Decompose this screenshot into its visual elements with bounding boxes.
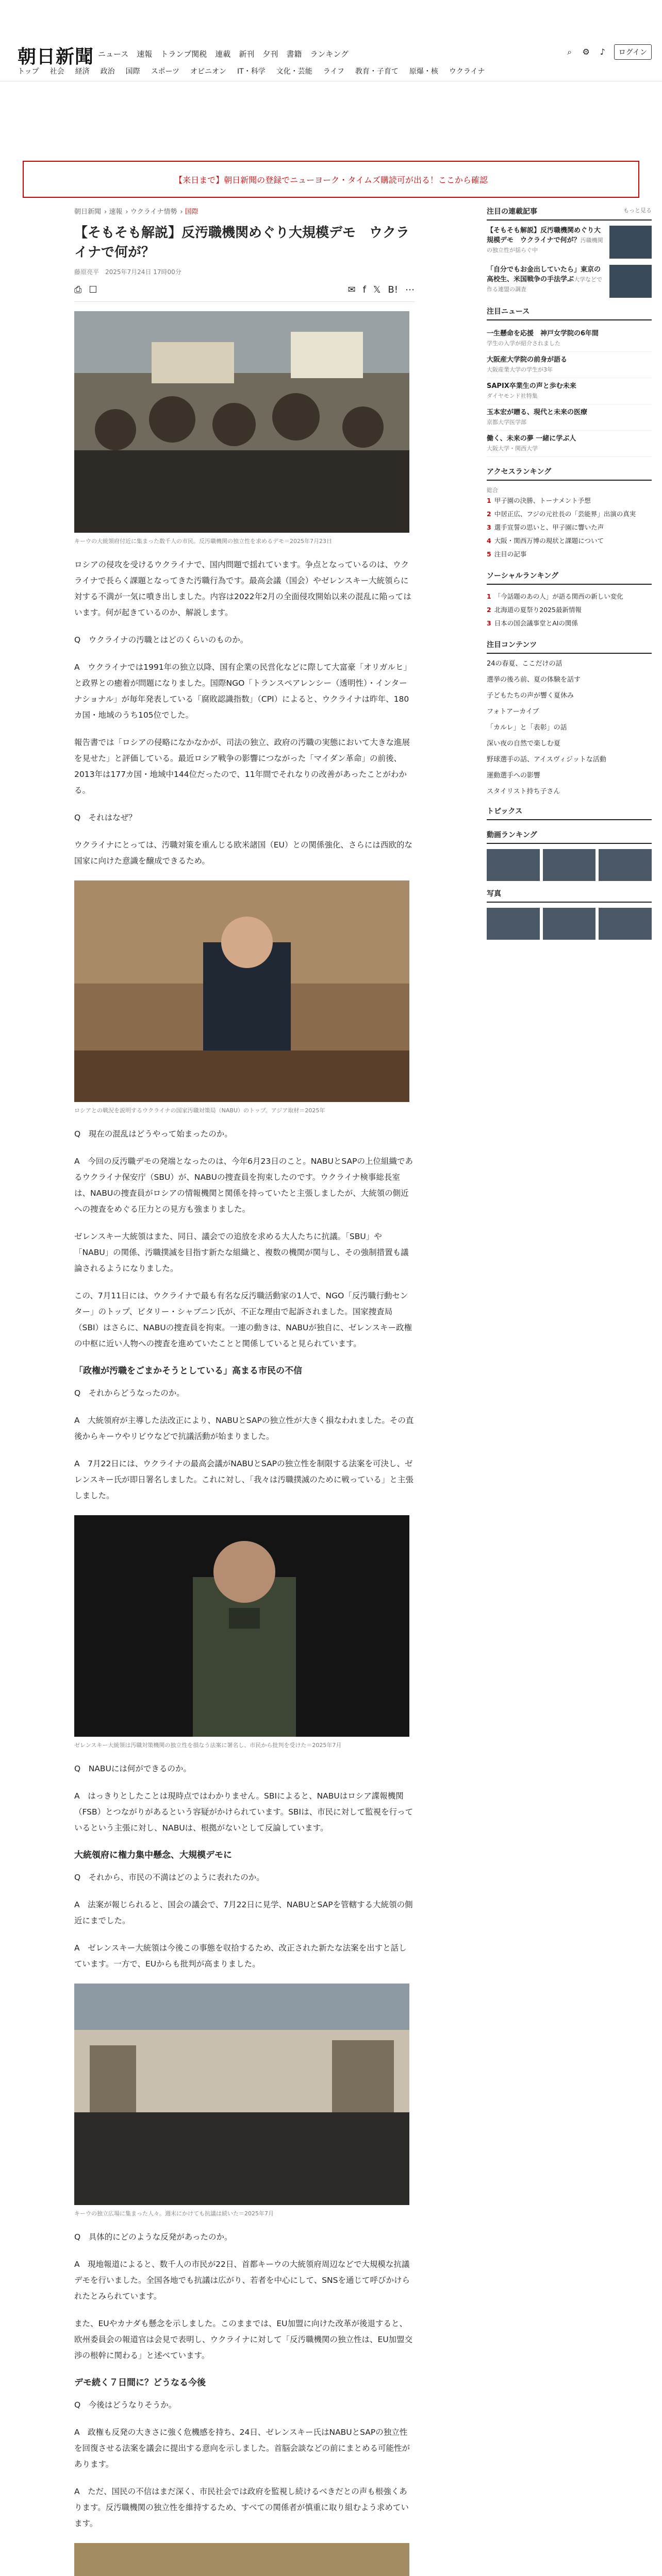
breadcrumb-item[interactable]: ウクライナ情勢: [130, 208, 177, 216]
paragraph: A 現地報道によると、数千人の市民が22日、首都キーウの大統領府周辺などで大規模な抗議デモを行いました。全国各地でも抗議は広がり、若者を中心にして、SNSを通じて呼びかけられたとみられています。: [74, 2260, 410, 2301]
thumbnail: [609, 265, 652, 298]
breadcrumb-item[interactable]: 国際: [185, 208, 198, 216]
nav-item[interactable]: ランキング: [310, 49, 349, 59]
header-tools: [565, 44, 652, 60]
photo-caption: ロシアとの戦況を説明するウクライナの国家汚職対策局（NABU）のトップ。アジア取材＝2025年: [74, 1107, 325, 1114]
login-button[interactable]: ログイン: [614, 44, 652, 60]
nav-item[interactable]: 速報: [137, 49, 153, 59]
content-item[interactable]: 選挙の後ろ前、夏の体験を話す: [487, 676, 581, 684]
more-link[interactable]: もっと見る: [623, 207, 652, 214]
photo-caption: キーウの大統領府付近に集まった数千人の市民。反汚職機関の独立性を求めるデモ＝2025年7月23日: [74, 538, 332, 545]
breadcrumb-item[interactable]: 朝日新聞: [74, 208, 102, 216]
sidebar-heading: 注目の連載記事 もっと見る: [487, 206, 652, 221]
main-nav-item[interactable]: 教育・子育て: [355, 67, 399, 76]
breadcrumb-item[interactable]: 速報: [109, 208, 123, 216]
president-photo: [74, 1515, 409, 1737]
section-heading: 大統領府に権力集中懸念、大規模デモに: [74, 1850, 232, 1860]
main-nav-item[interactable]: 原爆・核: [409, 67, 438, 76]
paragraph: A 政権も反発の大きさに強く危機感を持ち、24日、ゼレンスキー氏はNABUとSAPの独立性を回復させる法案を議会に提出する意向を示しました。首脳会談などの前にまとめる可能性があります。: [74, 2428, 410, 2469]
gear-icon[interactable]: ⚙: [582, 47, 590, 57]
paragraph: ウクライナにとっては、汚職対策を重んじる欧米諸国（EU）との関係強化、さらには西欧的な国家に向けた意識を醸成できるため。: [74, 840, 412, 866]
paragraph: Q NABUには何ができるのか。: [74, 1764, 191, 1773]
photo-caption: ゼレンスキー大統領は汚職対策機関の独立性を損なう法案に署名し、市民から批判を受けた＝2025年7月: [74, 1742, 342, 1749]
main-nav-item[interactable]: ライフ: [323, 67, 344, 76]
paragraph: Q 今後はどうなりそうか。: [74, 2400, 177, 2410]
breadcrumb: 朝日新聞 › 速報 › ウクライナ情勢 › 国際: [74, 208, 198, 216]
nav-item[interactable]: 夕刊: [262, 49, 278, 59]
article-photo: [74, 311, 409, 533]
paragraph: 報告書では「ロシアの侵略になかなかが、司法の独立、政府の汚職の実態において大きな進展を見せた」と評価している。最近ロシア戦争の影響につながった「マイダン革命」の前後、2013年は177カ国・地域中144位だったので、11年間でそれなりの改善があったことがわかる。: [74, 738, 410, 795]
ranking-tab[interactable]: 総合: [487, 487, 498, 494]
x-icon[interactable]: 𝕏: [373, 284, 381, 295]
section-heading: デモ続く７日間に？どうなる今後: [74, 2378, 206, 2388]
content-item[interactable]: スタイリスト持ち子さん: [487, 788, 560, 795]
paragraph: Q 具体的にどのような反発があったのか。: [74, 2232, 233, 2242]
main-nav-item[interactable]: オピニオン: [190, 67, 227, 76]
nav-item[interactable]: ニュース: [98, 49, 129, 59]
ranking-item[interactable]: 1 「今話題のあの人」が語る関西の新しい変化: [487, 592, 623, 600]
video-thumbs[interactable]: [487, 849, 652, 881]
sidebar-heading: 注目コンテンツ: [487, 639, 652, 654]
sidebar-heading: トピックス: [487, 806, 652, 820]
more-icon[interactable]: ⋯: [405, 284, 415, 295]
content-item[interactable]: 「カルレ」と「表彰」の話: [487, 724, 567, 732]
paragraph: この、7月11日には、ウクライナで最も有名な反汚職活動家の1人で、NGO「反汚職行動センター」のトップ、ビタリー・シャブニン氏が、不正な理由で起訴されました。国家捜査局（SBI）はさらに、NABUの捜査員を拘束。一連の動きは、NABUが独自に、ゼレンスキー政権の中枢に近い人物への捜査を進めていたことと関係していると見られています。: [74, 1291, 412, 1348]
content-item[interactable]: 運動選手への影響: [487, 772, 541, 779]
paragraph: Q ウクライナの汚職とはどのくらいのものか。: [74, 635, 249, 645]
main-nav-item[interactable]: 国際: [125, 67, 140, 76]
sidebar-heading: ソーシャルランキング: [487, 570, 652, 585]
facebook-icon[interactable]: f: [362, 284, 366, 295]
bell-icon[interactable]: ♪: [600, 47, 605, 57]
article-photo: [74, 880, 409, 1102]
news-item[interactable]: 玉本宏が贈る、現代と未来の医療 京都大学医学部: [487, 404, 652, 431]
ranking-item[interactable]: 2 中居正広、フジの元社長の「芸能界」出演の真実: [487, 510, 636, 518]
paragraph: A はっきりとしたことは現時点ではわかりません。SBIによると、NABUはロシア諜報機関（FSB）とつながりがあるという容疑がかけられています。SBIは、市民に対して監視を行っているという主張に対し、NABUは、根拠がないとして反論しています。: [74, 1791, 413, 1833]
paragraph: また、EUやカナダも懸念を示しました。このままでは、EU加盟に向けた改革が後退すると、欧州委員会の報道官は会見で表明し、ウクライナに対して「反汚職機関の独立性は、EU加盟交渉の根幹に関わる」と述べています。: [74, 2319, 413, 2360]
paragraph: Q それはなぜ？: [74, 813, 137, 822]
article-date: 藤原亮平 2025年7月24日 17時00分: [74, 268, 181, 276]
parliament-photo: [74, 2543, 409, 2576]
print-icon[interactable]: ⎙: [74, 284, 82, 295]
main-nav-item[interactable]: トップ: [18, 67, 39, 76]
paragraph: Q それから、市民の不満はどのように表れたのか。: [74, 1873, 264, 1882]
ranking-item[interactable]: 3 日本の国会議事堂とAIの関係: [487, 619, 578, 627]
square-photo: [74, 1984, 409, 2205]
main-nav-item[interactable]: 経済: [75, 67, 90, 76]
feature-item[interactable]: 【そもそも解説】反汚職機関めぐり大規模デモ ウクライナで何が？汚職機関の独立性が揺らぐ中: [487, 226, 652, 259]
news-item[interactable]: 大阪産大学院の前身が語る 大阪産業大学の学生が3年: [487, 352, 652, 378]
site-header: [0, 0, 662, 81]
paragraph: A 今回の反汚職デモの発端となったのは、今年6月23日のこと。NABUとSAPの上位組織であるウクライナ保安庁（SBU）が、NABUの捜査員を拘束したのです。ウクライナ検事総長室は、NABUの捜査員がロシアの情報機関と関係を持っていたと主張しましたが、大統領の側近への捜査をめぐる圧力との見方も強まりました。: [74, 1157, 413, 1214]
feature-item[interactable]: 「自分でもお金出していたら」東京の高校生、米国戦争の手法学ぶ大学などで作る連盟の調査: [487, 265, 652, 298]
nav-item[interactable]: 書籍: [286, 49, 302, 59]
main-nav-item[interactable]: スポーツ: [151, 67, 180, 76]
section-heading: 「政権が汚職をごまかそうとしている」高まる市民の不信: [74, 1366, 302, 1376]
ranking-item[interactable]: 4 大阪・関西万博の現状と課題について: [487, 537, 604, 545]
promo-notice[interactable]: 【来日まで】朝日新聞の登録でニューヨーク・タイムズ購読可が出る！ここから確認: [23, 161, 639, 198]
sidebar-heading: 注目ニュース: [487, 306, 652, 320]
paragraph: A 大統領府が主導した法改正により、NABUとSAPの独立性が大きく損なわれました。その直後からキーウやリビウなどで抗議活動が始まりました。: [74, 1416, 414, 1441]
bookmark-icon[interactable]: B!: [388, 284, 398, 295]
main-nav-item[interactable]: 政治: [100, 67, 115, 76]
share-bar: [74, 284, 415, 302]
content-item[interactable]: 野球選手の話、アイスヴィジットな活動: [487, 756, 606, 764]
content-item[interactable]: 子どもたちの声が響く夏休み: [487, 692, 574, 700]
paragraph: A ゼレンスキー大統領は今後この事態を収拾するため、改正された新たな法案を出すと話しています。一方で、EUからも批判が高まりました。: [74, 1943, 407, 1969]
ranking-item[interactable]: 3 選手宣誓の思いと、甲子園に響いた声: [487, 523, 604, 531]
photo-thumbs[interactable]: [487, 908, 652, 940]
search-icon[interactable]: ⌕: [567, 47, 572, 57]
bookmark-icon[interactable]: ☐: [89, 284, 97, 295]
paragraph: ロシアの侵攻を受けるウクライナで、国内問題で揺れています。争点となっているのは、ウクライナで長らく課題となってきた汚職行為です。最高会議（国会）やゼレンスキー大統領らに対する不満が一気に噴き出しました。内容は2022年2月の全面侵攻開始以来の混乱に陥ってはいます。何が起きているのか、解説します。: [74, 560, 411, 617]
article-title: 【そもそも解説】反汚職機関めぐり大規模デモ ウクライナで何が？: [74, 225, 410, 260]
paragraph: A ウクライナでは1991年の独立以降、国有企業の民営化などに際して大富豪「オリガルヒ」と政界との癒着が問題になりました。国際NGO「トランスペアレンシー（透明性）・インターナショナル」が毎年発表している「腐敗認識指数」（CPI）によると、ウクライナは昨年、180カ国・地域のうち105位でした。: [74, 663, 411, 720]
news-item[interactable]: 一生懸命を応援 神戸女学院の6年間 学生の入学が紹介されました: [487, 326, 652, 352]
sidebar-heading: 動画ランキング: [487, 829, 652, 844]
paragraph: Q それからどうなったのか。: [74, 1388, 185, 1398]
top-nav: [98, 48, 349, 59]
news-item[interactable]: 働く、未来の夢 一緒に学ぶ人 大阪大学・関西大学: [487, 431, 652, 457]
nav-item[interactable]: 新刊: [239, 49, 255, 59]
main-nav: [18, 66, 496, 76]
main-nav-item[interactable]: 文化・芸能: [276, 67, 312, 76]
paragraph: A 法案が報じられると、国会の議会で、7月22日に見学、NABUとSAPを管轄する大統領の側近にまでした。: [74, 1900, 413, 1925]
ranking-item[interactable]: 2 北海道の夏祭り2025最新情報: [487, 606, 582, 614]
paragraph: A 7月22日には、ウクライナの最高会議がNABUとSAPの独立性を制限する法案を可決し、ゼレンスキー氏が即日署名しました。これに対し、「我々は汚職撲滅のために戦っている」と主張しました。: [74, 1459, 413, 1500]
official-photo: [74, 880, 409, 1102]
paragraph: Q 現在の混乱はどうやって始まったのか。: [74, 1129, 233, 1139]
main-nav-item[interactable]: IT・科学: [237, 67, 266, 76]
site-logo[interactable]: 朝日新聞: [18, 46, 94, 67]
article-photo: [74, 2543, 409, 2576]
article-photo: [74, 1515, 409, 1737]
sidebar-heading: アクセスランキング: [487, 466, 652, 481]
content-item[interactable]: 24の春夏、ここだけの話: [487, 660, 562, 668]
photo-caption: キーウの独立広場に集まった人々。週末にかけても抗議は続いた＝2025年7月: [74, 2210, 274, 2217]
content-item[interactable]: フォトアーカイブ: [487, 708, 539, 716]
mail-icon[interactable]: ✉: [347, 284, 356, 295]
ranking-item[interactable]: 5 注目の記事: [487, 550, 527, 558]
article-photo: [74, 1984, 409, 2205]
ranking-item[interactable]: 1 甲子園の決勝、トーナメント予想: [487, 497, 591, 504]
protest-photo: [74, 311, 409, 533]
main-nav-item[interactable]: 社会: [49, 67, 64, 76]
main-nav-item[interactable]: ウクライナ: [449, 67, 485, 76]
news-item[interactable]: SAPIX卒業生の声と歩む未来 ダイヤモンド社特集: [487, 378, 652, 404]
content-item[interactable]: 深い夜の自然で楽しむ夏: [487, 740, 561, 748]
nav-item[interactable]: 連載: [215, 49, 231, 59]
thumbnail: [609, 226, 652, 259]
nav-item[interactable]: トランプ関税: [160, 49, 207, 59]
paragraph: A ただ、国民の不信はまだ深く、市民社会では政府を監視し続けるべきだとの声も根強くあります。反汚職機関の独立性を維持するため、すべての関係者が慎重に取り組むよう求めています。: [74, 2487, 409, 2528]
sidebar: [487, 206, 652, 947]
article: [74, 206, 415, 2576]
sidebar-heading: 写真: [487, 888, 652, 903]
paragraph: ゼレンスキー大統領はまた、同日、議会での追放を求める大人たちに抗議。「SBU」や「NABU」の関係、汚職撲滅を目指す新たな組織と、複数の機関が関与し、その強制措置も議論されるようになりました。: [74, 1232, 409, 1273]
